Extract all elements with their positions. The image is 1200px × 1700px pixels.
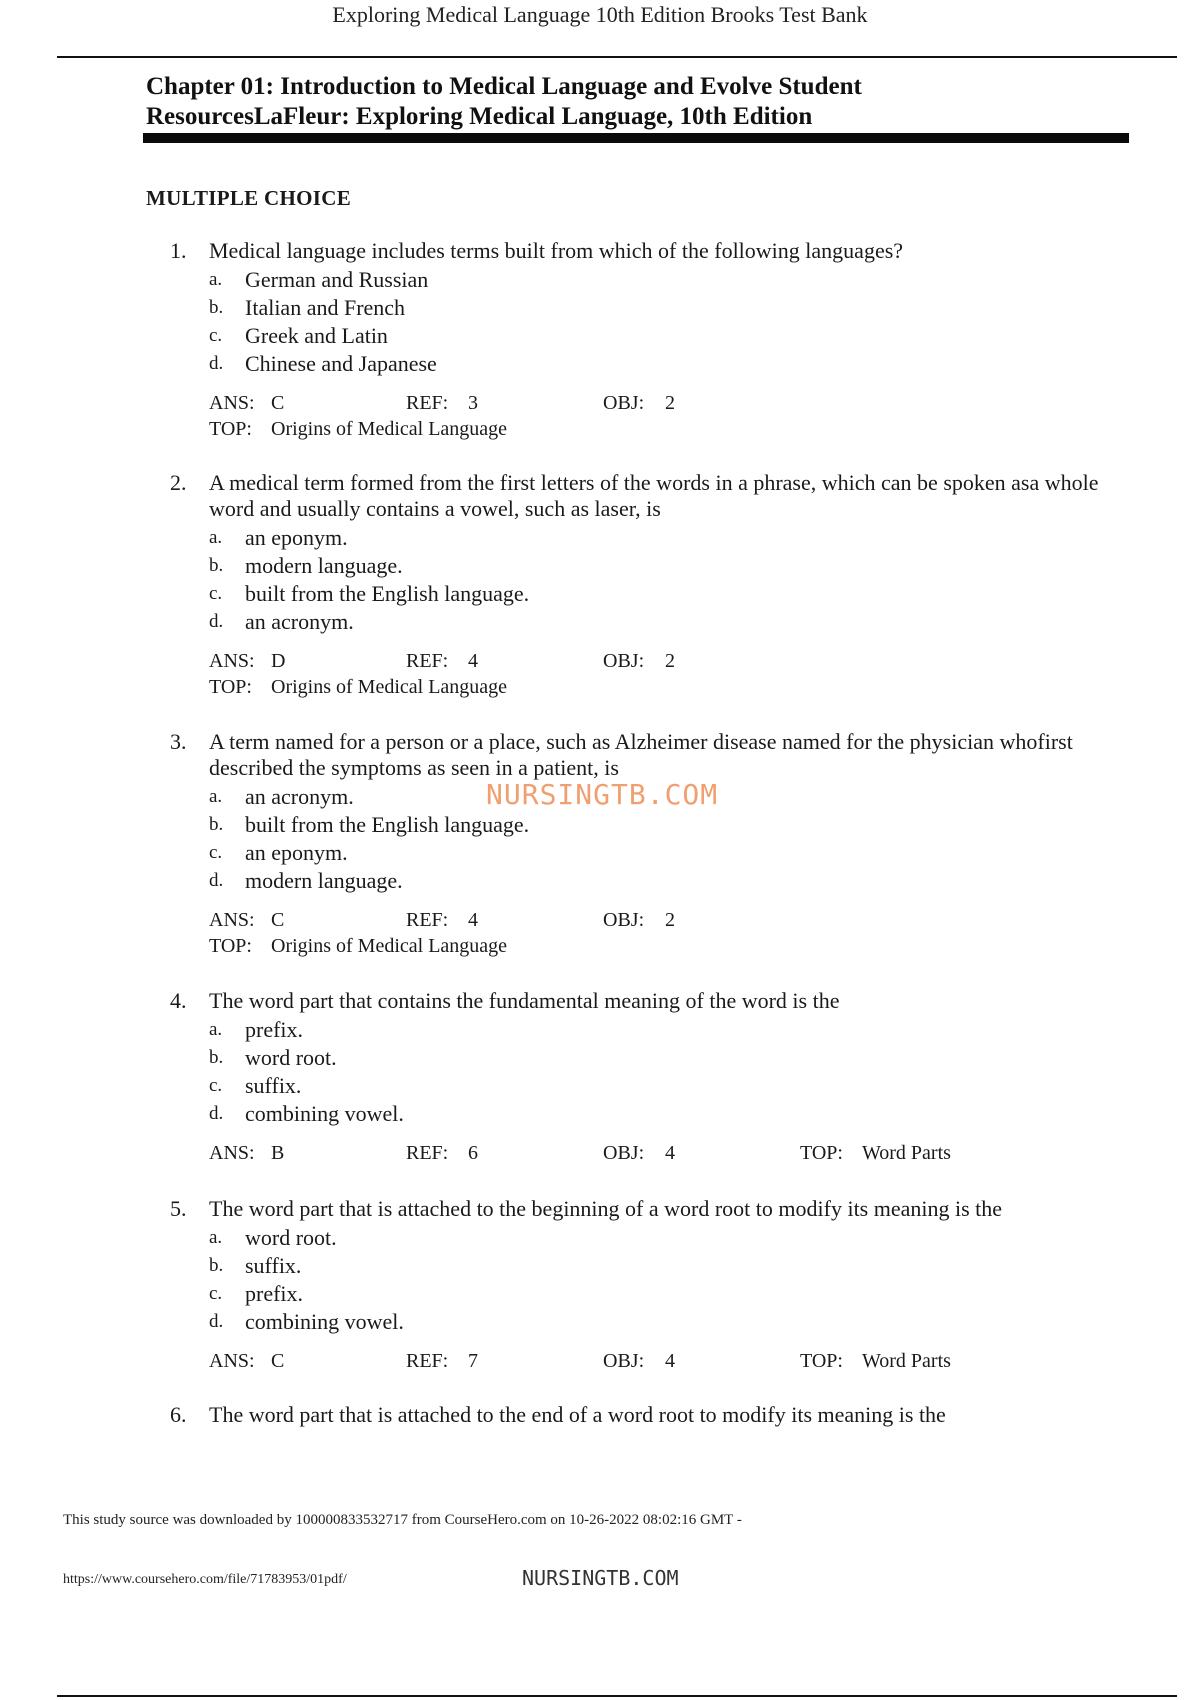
top-value: Origins of Medical Language	[271, 676, 508, 698]
ref-value: 3	[468, 392, 478, 414]
option-text: Greek and Latin	[245, 323, 388, 348]
ref-value: 4	[468, 650, 478, 672]
source-url: https://www.coursehero.com/file/71783953/01pdf/	[63, 1572, 347, 1587]
ans-value: C	[271, 909, 285, 931]
question-stem	[170, 1402, 1100, 1428]
option-text: word root.	[245, 1225, 337, 1250]
option-text: Chinese and Japanese	[245, 351, 437, 376]
ans-value: B	[271, 1142, 285, 1164]
option-letter: a.	[209, 786, 223, 807]
ans-label: ANS:	[209, 1350, 255, 1372]
option-letter: a.	[209, 1019, 223, 1040]
option-text: word root.	[245, 1045, 337, 1070]
option-letter: c.	[209, 325, 223, 346]
chapter-title-line-2: ResourcesLaFleur: Exploring Medical Language, 10th Edition	[146, 103, 813, 130]
option-a	[209, 266, 1100, 294]
option-c	[209, 1280, 1100, 1308]
chapter-title-bar	[143, 133, 1129, 143]
header-divider	[57, 56, 1177, 58]
ref-label: REF:	[406, 392, 449, 414]
option-text: modern language.	[245, 868, 403, 893]
footer-watermark: NURSINGTB.COM	[522, 1566, 679, 1590]
option-text: an acronym.	[245, 609, 354, 634]
option-c	[209, 839, 1100, 867]
ans-label: ANS:	[209, 1142, 255, 1164]
ref-label: REF:	[406, 909, 449, 931]
ref-value: 6	[468, 1142, 478, 1164]
question-6	[170, 1402, 1100, 1428]
question-number: 2.	[170, 470, 187, 495]
ref-label: REF:	[406, 650, 449, 672]
ref-label: REF:	[406, 1350, 449, 1372]
question-text: A term named for a person or a place, such as Alzheimer disease named for the physician whofirst described the symptoms as seen in a patient, is	[209, 729, 1073, 780]
option-letter: d.	[209, 611, 224, 632]
answer-metadata	[209, 1140, 1100, 1166]
question-stem	[170, 988, 1100, 1014]
obj-label: OBJ:	[603, 1350, 645, 1372]
option-a	[209, 1224, 1100, 1252]
footer-divider	[57, 1695, 1177, 1697]
question-number: 1.	[170, 238, 187, 263]
option-text: suffix.	[245, 1253, 302, 1278]
page-header: Exploring Medical Language 10th Edition Brooks Test Bank	[332, 2, 868, 27]
option-letter: d.	[209, 870, 224, 891]
ref-value: 7	[468, 1350, 478, 1372]
question-number: 3.	[170, 729, 187, 754]
option-text: modern language.	[245, 553, 403, 578]
option-letter: a.	[209, 527, 223, 548]
question-text: The word part that is attached to the end of a word root to modify its meaning is the	[209, 1402, 946, 1427]
chapter-title-line-1: Chapter 01: Introduction to Medical Language and Evolve Student	[146, 73, 862, 100]
option-text: Italian and French	[245, 295, 406, 320]
obj-value: 4	[665, 1142, 675, 1164]
option-text: suffix.	[245, 1073, 302, 1098]
ans-value: C	[271, 392, 285, 414]
question-stem	[170, 1196, 1100, 1222]
ans-label: ANS:	[209, 909, 255, 931]
option-letter: c.	[209, 1283, 223, 1304]
answer-options	[209, 524, 1100, 636]
chapter-title	[146, 72, 1126, 132]
option-letter: a.	[209, 269, 223, 290]
option-a	[209, 1016, 1100, 1044]
option-text: built from the English language.	[245, 581, 530, 606]
top-value: Origins of Medical Language	[271, 935, 508, 957]
option-text: combining vowel.	[245, 1309, 404, 1334]
ans-label: ANS:	[209, 650, 255, 672]
option-text: German and Russian	[245, 267, 429, 292]
option-text: an eponym.	[245, 525, 348, 550]
question-stem	[170, 470, 1100, 522]
option-a	[209, 524, 1100, 552]
top-value: Word Parts	[862, 1142, 951, 1164]
top-label: TOP:	[209, 935, 252, 957]
ans-label: ANS:	[209, 392, 255, 414]
option-c	[209, 580, 1100, 608]
answer-options	[209, 1016, 1100, 1128]
question-text: The word part that contains the fundamental meaning of the word is the	[209, 988, 840, 1013]
option-letter: b.	[209, 1255, 224, 1276]
question-number: 4.	[170, 988, 187, 1013]
ref-value: 4	[468, 909, 478, 931]
download-source-notice: This study source was downloaded by 100000833532717 from CourseHero.com on 10-26-2022 08:02:16 GMT -	[63, 1512, 742, 1528]
answer-metadata	[209, 648, 1100, 700]
answer-metadata	[209, 907, 1100, 959]
top-label: TOP:	[209, 676, 252, 698]
obj-value: 2	[665, 909, 675, 931]
option-letter: c.	[209, 583, 223, 604]
question-4	[170, 988, 1100, 1166]
ref-label: REF:	[406, 1142, 449, 1164]
top-label: TOP:	[209, 418, 252, 440]
question-2	[170, 470, 1100, 700]
option-text: an eponym.	[245, 840, 348, 865]
ans-value: C	[271, 1350, 285, 1372]
option-b	[209, 1044, 1100, 1072]
question-5	[170, 1196, 1100, 1374]
question-stem	[170, 729, 1100, 781]
option-letter: b.	[209, 555, 224, 576]
option-d	[209, 1308, 1100, 1336]
top-value: Word Parts	[862, 1350, 951, 1372]
answer-options	[209, 1224, 1100, 1336]
option-c	[209, 1072, 1100, 1100]
option-c	[209, 322, 1100, 350]
question-text: Medical language includes terms built from which of the following languages?	[209, 238, 904, 263]
obj-value: 2	[665, 650, 675, 672]
obj-value: 2	[665, 392, 675, 414]
option-b	[209, 1252, 1100, 1280]
option-text: prefix.	[245, 1017, 304, 1042]
option-letter: c.	[209, 842, 223, 863]
question-text: The word part that is attached to the beginning of a word root to modify its meaning is the	[209, 1196, 1003, 1221]
question-stem	[170, 238, 1100, 264]
option-text: prefix.	[245, 1281, 304, 1306]
option-d	[209, 608, 1100, 636]
option-text: an acronym.	[245, 784, 354, 809]
option-letter: d.	[209, 1311, 224, 1332]
option-letter: b.	[209, 1047, 224, 1068]
obj-label: OBJ:	[603, 650, 645, 672]
option-b	[209, 294, 1100, 322]
option-letter: b.	[209, 814, 224, 835]
option-d	[209, 867, 1100, 895]
ans-value: D	[271, 650, 286, 672]
obj-label: OBJ:	[603, 909, 645, 931]
option-letter: c.	[209, 1075, 223, 1096]
question-3	[170, 729, 1100, 959]
answer-options	[209, 266, 1100, 378]
top-value: Origins of Medical Language	[271, 418, 508, 440]
obj-label: OBJ:	[603, 392, 645, 414]
obj-value: 4	[665, 1350, 675, 1372]
option-letter: a.	[209, 1227, 223, 1248]
option-letter: d.	[209, 1103, 224, 1124]
option-text: built from the English language.	[245, 812, 530, 837]
obj-label: OBJ:	[603, 1142, 645, 1164]
option-letter: d.	[209, 353, 224, 374]
answer-metadata	[209, 1348, 1100, 1374]
option-text: combining vowel.	[245, 1101, 404, 1126]
section-title: MULTIPLE CHOICE	[146, 186, 352, 210]
top-label: TOP:	[800, 1142, 843, 1164]
question-text: A medical term formed from the first letters of the words in a phrase, which can be spoken asa whole word and usually contains a vowel, such as laser, is	[209, 470, 1099, 521]
option-d	[209, 350, 1100, 378]
option-d	[209, 1100, 1100, 1128]
option-b	[209, 811, 1100, 839]
question-1	[170, 238, 1100, 442]
nursingtb-watermark: NURSINGTB.COM	[486, 778, 719, 811]
option-letter: b.	[209, 297, 224, 318]
question-number: 5.	[170, 1196, 187, 1221]
answer-metadata	[209, 390, 1100, 442]
top-label: TOP:	[800, 1350, 843, 1372]
question-number: 6.	[170, 1402, 187, 1427]
option-b	[209, 552, 1100, 580]
